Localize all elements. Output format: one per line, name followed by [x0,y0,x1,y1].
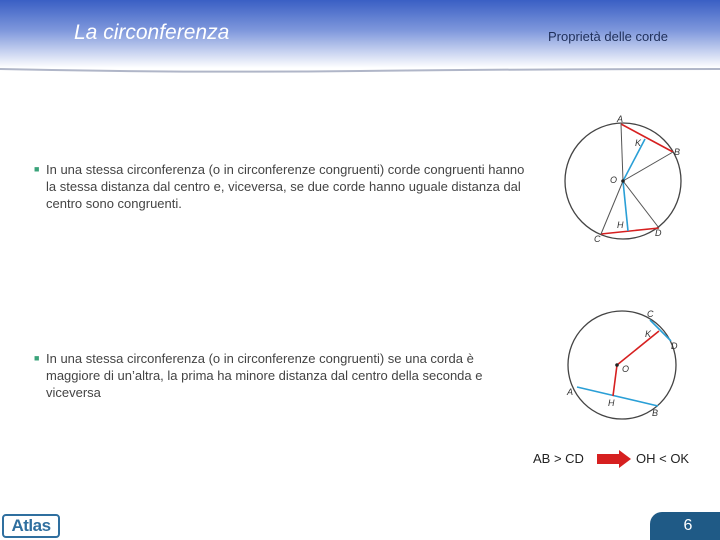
comparison-distances: OH < OK [636,451,690,466]
figure-equal-chords [555,110,690,250]
label-o: O [622,364,630,374]
distance-ok [617,331,659,365]
center-point [621,179,625,183]
radius-oa [621,124,623,181]
bullet-longer-chord [34,350,529,401]
label-b: B [652,408,659,418]
comparison-chords: AB > CD [533,451,584,466]
page-number-box [650,512,720,540]
label-d: D [655,228,662,238]
radius-od [623,181,659,228]
header-divider [0,66,720,74]
label-h: H [617,220,624,230]
center-point [615,363,619,367]
logo-text: Atlas [11,516,51,535]
label-h: H [608,398,615,408]
label-d: D [671,341,678,351]
label-a: A [617,114,624,124]
label-a: A [567,387,574,397]
chord-cd [601,228,659,234]
bullet-text: In una stessa circonferenza (o in circonferenze congruenti) corde congruenti hanno la stessa distanza dal centro e, viceversa, se due corde hanno uguale distanza dal centro sono congruenti. [46,162,525,211]
label-o: O [610,175,618,185]
slide-title: La circonferenza [74,21,230,44]
distance-oh [623,181,628,231]
label-c: C [647,309,654,319]
bullet-square-icon: ■ [34,164,40,174]
page-number: 6 [683,517,693,534]
label-b: B [674,147,681,157]
bullet-congruent-chords [34,161,529,212]
right-arrow-icon [597,450,631,468]
bullet-text: In una stessa circonferenza (o in circonferenze congruenti) se una corda è maggiore di un’altra, la prima ha minore distanza dal centro della seconda e viceversa [46,351,483,400]
atlas-logo [2,514,60,538]
label-k: K [635,138,642,148]
chord-cd [650,320,671,341]
figure-unequal-chords [555,305,690,425]
label-k: K [645,329,652,339]
distance-oh [613,365,617,396]
bullet-square-icon: ■ [34,353,40,363]
label-c: C [594,234,601,244]
chord-ab [577,387,658,406]
slide-subtitle: Proprietà delle corde [548,29,668,44]
